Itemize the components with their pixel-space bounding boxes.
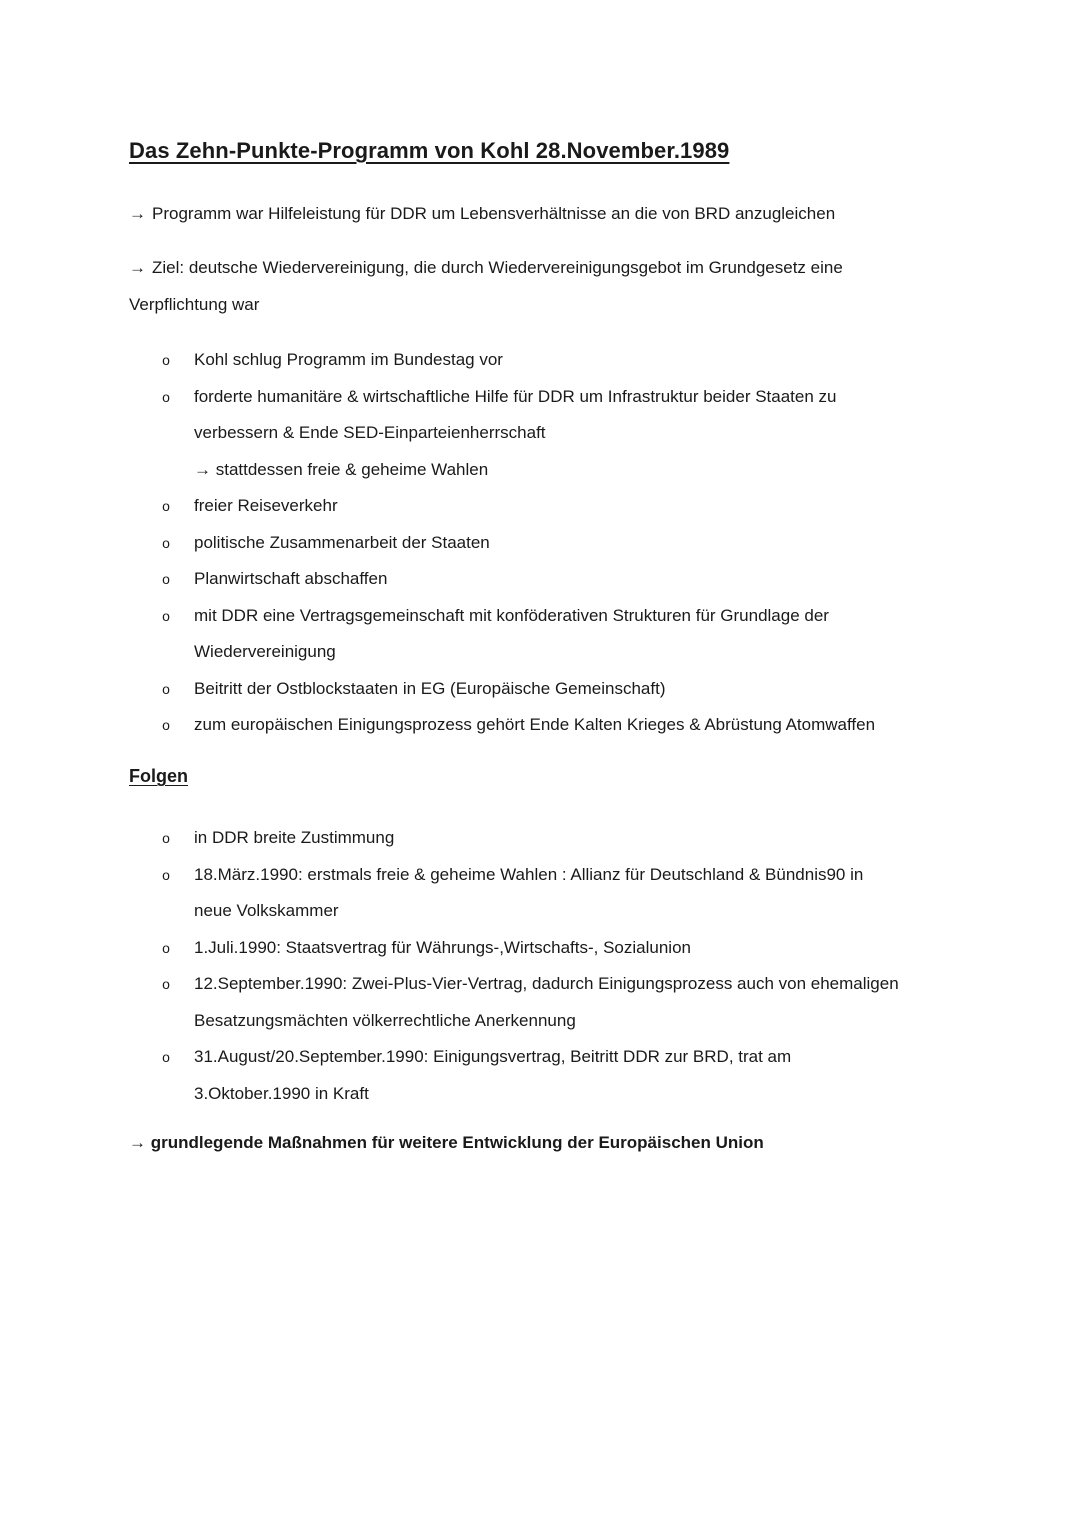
section-heading-folgen: Folgen — [129, 766, 188, 786]
program-point-6-line-2: Wiedervereinigung — [194, 642, 336, 661]
consequence-2-line-1: 18.März.1990: erstmals freie & geheime Wahlen : Allianz für Deutschland & Bündnis90 in — [194, 864, 864, 884]
list-item — [160, 966, 899, 1039]
consequence-2-line-2: neue Volkskammer — [194, 901, 339, 920]
conclusion-text: → grundlegende Maßnahmen für weitere Entwicklung der Europäischen Union — [129, 1133, 764, 1152]
consequence-5-line-1: 31.August/20.September.1990: Einigungsvertrag, Beitritt DDR zur BRD, trat am — [194, 1047, 792, 1066]
bullet-icon: o — [162, 571, 170, 587]
list-item — [160, 707, 875, 744]
program-point-2-line-2: verbessern & Ende SED-Einparteienherrschaft — [194, 423, 546, 442]
consequence-3: 1.Juli.1990: Staatsvertrag für Währungs-,Wirtschafts-, Sozialunion — [194, 937, 691, 957]
intro-text-1: Programm war Hilfeleistung für DDR um Lebensverhältnisse an die von BRD anzugleichen — [152, 204, 836, 223]
program-point-4: politische Zusammenarbeit der Staaten — [194, 532, 490, 552]
bullet-icon: o — [162, 534, 170, 551]
bullet-icon: o — [162, 830, 170, 846]
bullet-icon: o — [162, 607, 170, 624]
bullet-icon: o — [162, 976, 170, 992]
program-point-1: Kohl schlug Programm im Bundestag vor — [194, 350, 503, 369]
list-item — [160, 930, 899, 967]
intro-paragraph-1 — [129, 196, 835, 233]
program-point-5: Planwirtschaft abschaffen — [194, 569, 388, 588]
program-point-6-line-1: mit DDR eine Vertragsgemeinschaft mit konföderativen Strukturen für Grundlage der — [194, 605, 829, 625]
arrow-icon: → — [129, 258, 146, 277]
list-item — [160, 525, 875, 562]
list-item — [160, 1039, 899, 1112]
program-point-2-line-3: → stattdessen freie & geheime Wahlen — [194, 459, 489, 479]
consequence-1: in DDR breite Zustimmung — [194, 828, 395, 847]
program-point-2-line-1: forderte humanitäre & wirtschaftliche Hilfe für DDR um Infrastruktur beider Staaten zu — [194, 386, 837, 406]
program-point-7: Beitritt der Ostblockstaaten in EG (Europäische Gemeinschaft) — [194, 678, 666, 698]
intro-text-2-line-2: Verpflichtung war — [129, 294, 260, 314]
consequence-4-line-1: 12.September.1990: Zwei-Plus-Vier-Vertrag, dadurch Einigungsprozess auch von ehemaligen — [194, 974, 899, 993]
bullet-icon: o — [162, 1049, 170, 1065]
program-points-list — [160, 342, 875, 744]
bullet-icon: o — [162, 939, 170, 956]
list-item — [160, 379, 875, 489]
list-item — [160, 820, 899, 857]
intro-text-2-line-1: Ziel: deutsche Wiedervereinigung, die durch Wiedervereinigungsgebot im Grundgesetz eine — [152, 258, 843, 277]
list-item — [160, 342, 875, 379]
list-item — [160, 671, 875, 708]
bullet-icon: o — [162, 388, 170, 405]
list-item — [160, 857, 899, 930]
consequence-5-line-2: 3.Oktober.1990 in Kraft — [194, 1083, 369, 1103]
bullet-icon: o — [162, 352, 170, 368]
consequences-list — [160, 820, 899, 1112]
page-title: Das Zehn-Punkte-Programm von Kohl 28.November.1989 — [129, 138, 730, 163]
bullet-icon: o — [162, 680, 170, 697]
bullet-icon: o — [162, 866, 170, 883]
bullet-icon: o — [162, 498, 170, 514]
arrow-icon: → — [129, 204, 146, 223]
program-point-3: freier Reiseverkehr — [194, 496, 338, 515]
list-item — [160, 488, 875, 525]
list-item — [160, 598, 875, 671]
consequence-4-line-2: Besatzungsmächten völkerrechtliche Anerkennung — [194, 1010, 576, 1030]
intro-paragraph-2 — [129, 250, 843, 323]
program-point-8: zum europäischen Einigungsprozess gehört Ende Kalten Krieges & Abrüstung Atomwaffen — [194, 715, 876, 734]
list-item — [160, 561, 875, 598]
bullet-icon: o — [162, 717, 170, 733]
